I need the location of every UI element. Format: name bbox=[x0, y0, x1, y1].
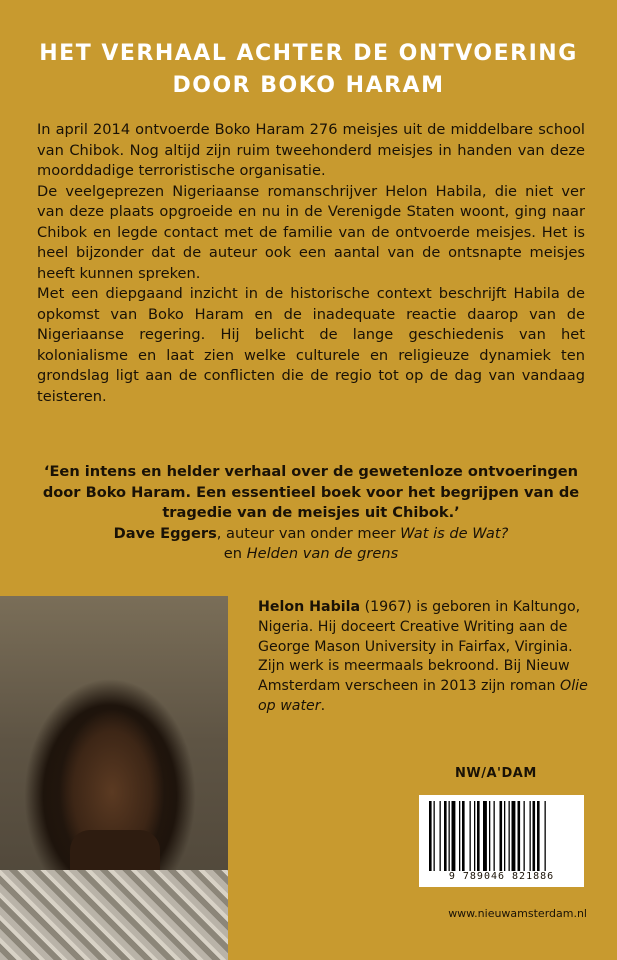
barcode-digits: 9 789046 821886 bbox=[448, 871, 555, 882]
bio-end: . bbox=[320, 697, 326, 714]
author-photo bbox=[0, 596, 228, 960]
blurb-paragraph-1: In april 2014 ontvoerde Boko Haram 276 meisjes uit de middelbare school van Chibok. Nog altijd zijn ruim tweehonderd meisjes in handen van deze moorddadige terroristische organisatie. bbox=[37, 121, 585, 179]
quote-attribution bbox=[37, 524, 585, 545]
publisher-logo: NW/A'DAM bbox=[455, 766, 537, 781]
isbn-barcode bbox=[419, 795, 584, 887]
title-line-1: HET VERHAAL ACHTER DE ONTVOERING bbox=[39, 41, 578, 66]
quote-connector: en bbox=[223, 545, 247, 562]
bio-text: (1967) is geboren in Kaltungo, Nigeria. Hij doceert Creative Writing aan de George Mason University in Fairfax, Virginia. Zijn werk is meermaals bekroond. Bij Nieuw Amsterdam verscheen in 2013 zijn roman bbox=[258, 599, 581, 695]
quote-attribution-line-2 bbox=[37, 544, 585, 565]
title-line-2: DOOR BOKO HARAM bbox=[172, 73, 445, 98]
bio-novel: Olie op water bbox=[258, 678, 588, 714]
author-photo-shirt bbox=[0, 870, 228, 960]
back-cover-title bbox=[0, 38, 617, 102]
publisher-url: www.nieuwamsterdam.nl bbox=[448, 907, 587, 920]
review-quote bbox=[37, 462, 585, 565]
quote-book-1: Wat is de Wat? bbox=[400, 524, 509, 542]
quote-text: ‘Een intens en helder verhaal over de gewetenloze ontvoeringen door Boko Haram. Een essentieel boek voor het begrijpen van de tragedie van de meisjes uit Chibok.’ bbox=[42, 463, 580, 521]
blurb-paragraph-3: Met een diepgaand inzicht in de historische context beschrijft Habila de opkomst van Boko Haram en de inadequate reactie daarop van de Nigeriaanse regering. Hij belicht de lange geschiedenis van het kolonialisme en laat zien welke culturele en religieuze dynamiek ten grondslag ligt aan de conflicten die de regio tot op de dag van vandaag teisteren. bbox=[37, 285, 585, 405]
quote-book-2: Helden van de grens bbox=[246, 545, 399, 562]
barcode-bars bbox=[429, 801, 574, 871]
quote-author-suffix: , auteur van onder meer bbox=[216, 524, 401, 542]
blurb-paragraph-2: De veelgeprezen Nigeriaanse romanschrijver Helon Habila, die niet ver van deze plaats opgroeide en nu in de Verenigde Staten woont, ging naar Chibok en legde contact met de familie van de ontvoerde meisjes. Het is heel bijzonder dat de auteur ook een aantal van de ontsnapte meisjes heeft kunnen spreken. bbox=[37, 182, 585, 282]
quote-author: Dave Eggers bbox=[113, 524, 217, 542]
author-bio bbox=[258, 598, 588, 717]
bio-author-name: Helon Habila bbox=[258, 599, 361, 615]
blurb bbox=[37, 120, 585, 407]
